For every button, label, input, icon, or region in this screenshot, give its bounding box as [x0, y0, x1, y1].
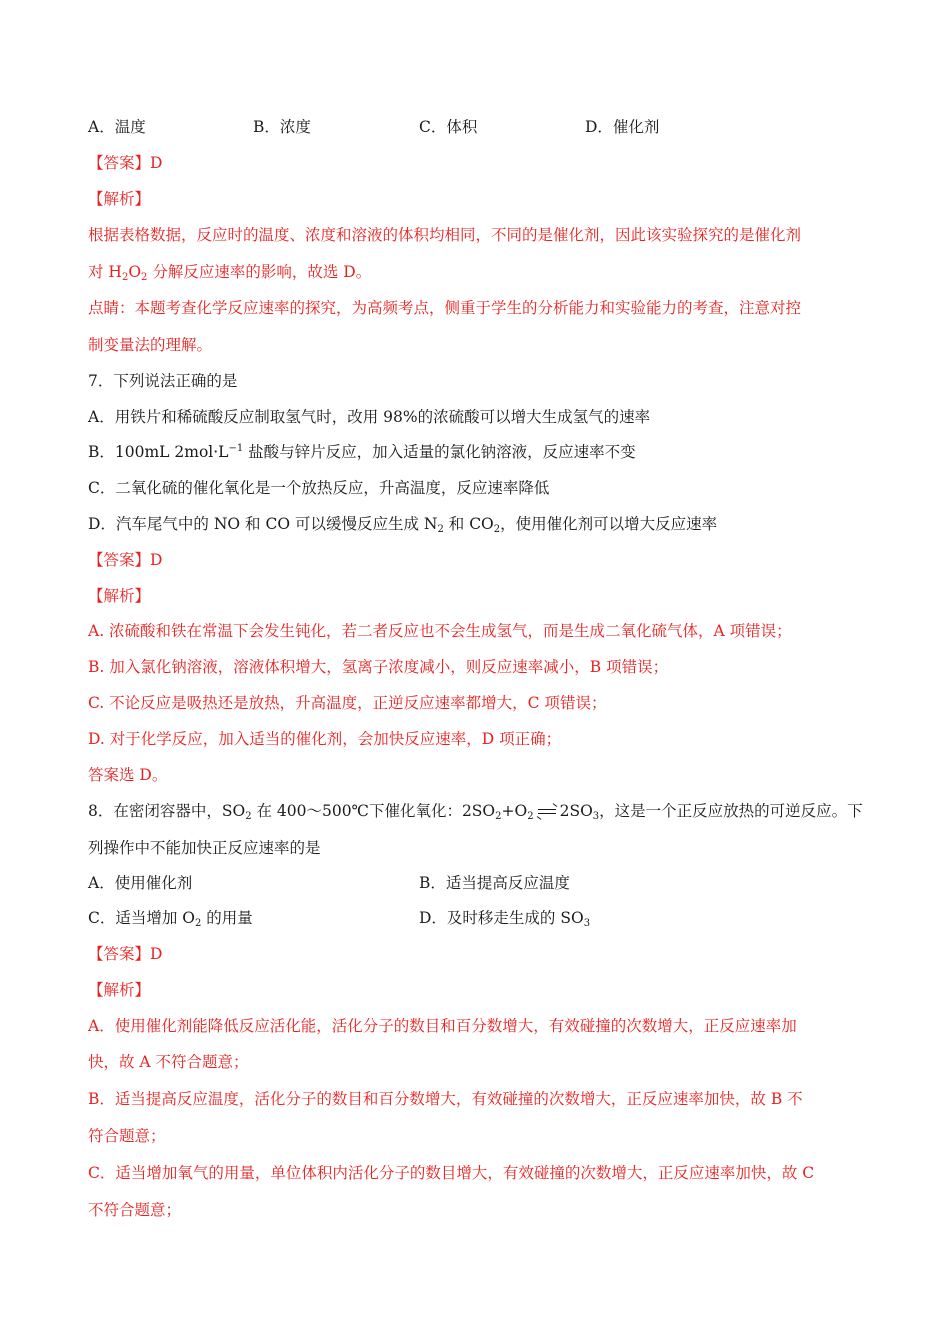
q7-analysis-label: 【解析】 — [88, 587, 151, 605]
q8-analysis-c-line-2: 不符合题意； — [88, 1201, 182, 1219]
q6-analysis-label: 【解析】 — [88, 190, 151, 208]
q8-analysis-a-line-1: A．使用催化剂能降低反应活化能，活化分子的数目和百分数增大，有效碰撞的次数增大，正反应速率加 — [88, 1017, 797, 1035]
q7-option-c: C．二氧化硫的催化氧化是一个放热反应，升高温度，反应速率降低 — [88, 479, 550, 497]
q8-answer: 【答案】D — [88, 945, 163, 963]
q8-option-c: C．适当增加 $O_2$ 的用量 — [88, 909, 253, 929]
q7-analysis-c: C. 不论反应是吸热还是放热，升高温度，正逆反应速率都增大，C 项错误； — [88, 694, 607, 712]
q8-stem-line-1: 8．在密闭容器中，$SO_2$ 在 400～500℃下催化氧化：$2SO_2+O_2$ $2SO_3$，这是一个正反应放热的可逆反应。下 — [88, 802, 863, 822]
q6-option-d: D．催化剂 — [585, 118, 660, 136]
q6-answer: 【答案】D — [88, 154, 163, 172]
q6-comment-line-1: 点睛：本题考查化学反应速率的探究，为高频考点，侧重于学生的分析能力和实验能力的考查，注意对控 — [88, 299, 802, 317]
q6-analysis-line-1: 根据表格数据，反应时的温度、浓度和溶液的体积均相同，不同的是催化剂，因此该实验探究的是催化剂 — [88, 226, 802, 244]
q7-option-d: D．汽车尾气中的 NO 和 CO 可以缓慢反应生成 $N_2$ 和 $CO_2$，使用催化剂可以增大反应速率 — [88, 515, 718, 535]
q7-analysis-a: A. 浓硫酸和铁在常温下会发生钝化，若二者反应也不会生成氢气，而是生成二氧化硫气体，A 项错误； — [88, 622, 792, 640]
q6-option-c: C．体积 — [419, 118, 478, 136]
q8-analysis-b-line-2: 符合题意； — [88, 1127, 166, 1145]
q6-analysis-line-2: 对 $H_2O_2$ 分解反应速率的影响，故选 D。 — [88, 263, 372, 283]
q7-conclusion: 答案选 D。 — [88, 766, 168, 784]
q8-stem-line-2: 列操作中不能加快正反应速率的是 — [88, 839, 321, 857]
q7-analysis-d: D. 对于化学反应，加入适当的催化剂，会加快反应速率，D 项正确； — [88, 730, 562, 748]
q7-analysis-b: B. 加入氯化钠溶液，溶液体积增大，氢离子浓度减小，则反应速率减小，B 项错误； — [88, 658, 669, 676]
reversible-arrow-icon — [536, 806, 558, 818]
q8-option-b: B．适当提高反应温度 — [419, 874, 570, 892]
q7-option-a: A．用铁片和稀硫酸反应制取氢气时，改用 98%的浓硫酸可以增大生成氢气的速率 — [88, 408, 651, 426]
q8-option-a: A．使用催化剂 — [88, 874, 193, 892]
q6-option-b: B．浓度 — [253, 118, 311, 136]
q7-option-b: B．100mL $2mol\cdot L^{-1}$ 盐酸与锌片反应，加入适量的氯化钠溶液，反应速率不变 — [88, 443, 636, 461]
q7-stem: 7．下列说法正确的是 — [88, 372, 238, 390]
q8-analysis-b-line-1: B．适当提高反应温度，活化分子的数目和百分数增大，有效碰撞的次数增大，正反应速率加快，故 B 不 — [88, 1090, 803, 1108]
q8-analysis-label: 【解析】 — [88, 981, 151, 999]
q8-option-d: D．及时移走生成的 $SO_3$ — [419, 909, 591, 929]
q6-option-a: A．温度 — [88, 118, 146, 136]
q8-analysis-c-line-1: C．适当增加氧气的用量，单位体积内活化分子的数目增大，有效碰撞的次数增大，正反应速率加快，故 C — [88, 1164, 815, 1182]
q6-comment-line-2: 制变量法的理解。 — [88, 336, 213, 354]
q8-analysis-a-line-2: 快，故 A 不符合题意； — [88, 1053, 249, 1071]
q7-answer: 【答案】D — [88, 551, 163, 569]
